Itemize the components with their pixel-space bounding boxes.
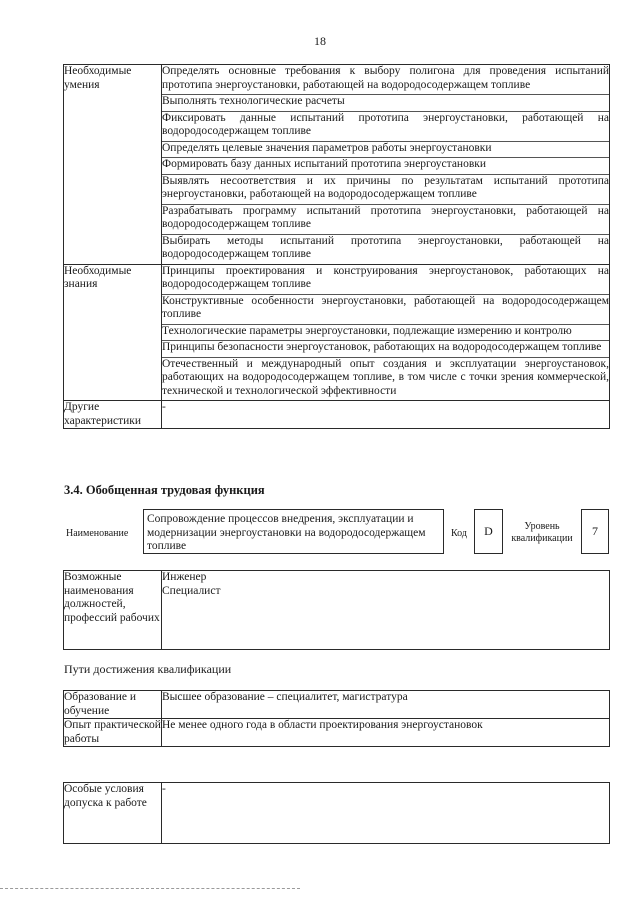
skills-knowledge-table xyxy=(63,64,610,429)
position-item: Специалист xyxy=(162,584,221,597)
knowledge-cell xyxy=(162,264,610,401)
skills-cell xyxy=(162,65,610,265)
function-name-value: Сопровождение процессов внедрения, эксплуатации и модернизации энергоустановки на водородосодержащем топливе xyxy=(143,509,444,554)
knowledge-item: Принципы безопасности энергоустановок, работающих на водородосодержащем топливе xyxy=(162,341,609,358)
other-characteristics-label: Другие характеристики xyxy=(64,401,162,429)
special-conditions-label: Особые условия допуска к работе xyxy=(64,783,162,844)
experience-value: Не менее одного года в области проектирования энергоустановок xyxy=(162,719,610,747)
other-characteristics-value: - xyxy=(162,401,610,429)
positions-cell xyxy=(162,571,610,650)
code-label: Код xyxy=(451,528,467,539)
experience-label: Опыт практической работы xyxy=(64,719,161,745)
skill-item: Выполнять технологические расчеты xyxy=(162,95,609,112)
skill-item: Разрабатывать программу испытаний прототипа энергоустановки, работающей на водородосодержащем топливе xyxy=(162,205,609,235)
knowledge-item: Отечественный и международный опыт создания и эксплуатации энергоустановок, работающих на водородосодержащем топливе, в том числе с точки зрения коммерческой, технической и технологической эффективности xyxy=(162,357,609,397)
knowledge-label: Необходимые знания xyxy=(64,264,162,401)
section-heading: 3.4. Обобщенная трудовая функция xyxy=(64,483,265,497)
education-value: Высшее образование – специалитет, магистратура xyxy=(162,691,610,719)
knowledge-item: Технологические параметры энергоустановки, подлежащие измерению и контролю xyxy=(162,325,609,342)
skill-item: Фиксировать данные испытаний прототипа энергоустановки, работающей на водородосодержащем топливе xyxy=(162,112,609,142)
positions-table xyxy=(63,570,610,650)
education-label: Образование и обучение xyxy=(64,691,162,719)
skill-item: Определять основные требования к выбору полигона для проведения испытаний прототипа энергоустановки, работающей на водородосодержащем топливе xyxy=(162,65,609,95)
skill-item: Формировать базу данных испытаний прототипа энергоустановки xyxy=(162,158,609,175)
skill-item: Выбирать методы испытаний прототипа энергоустановки, работающей на водородосодержащем топливе xyxy=(162,234,609,260)
qualification-level-label: Уровень квалификации xyxy=(511,521,573,544)
skills-label: Необходимые умения xyxy=(64,65,162,265)
scan-edge-divider xyxy=(0,888,300,889)
skill-item: Выявлять несоответствия и их причины по результатам испытаний прототипа энергоустановки, работающей на водородосодержащем топливе xyxy=(162,175,609,205)
special-conditions-table xyxy=(63,782,610,844)
position-item: Инженер xyxy=(162,571,207,583)
education-experience-table xyxy=(63,690,610,747)
skill-item: Определять целевые значения параметров работы энергоустановки xyxy=(162,142,609,159)
knowledge-item: Конструктивные особенности энергоустановки, работающей на водородосодержащем топливе xyxy=(162,295,609,325)
qualification-paths-title: Пути достижения квалификации xyxy=(64,662,232,676)
code-value: D xyxy=(474,509,503,554)
page-number: 18 xyxy=(314,34,326,48)
function-name-label: Наименование xyxy=(66,528,129,539)
special-conditions-value: - xyxy=(162,783,610,844)
qualification-level-value: 7 xyxy=(581,509,609,554)
knowledge-item: Принципы проектирования и конструирования энергоустановок, работающих на водородосодержащем топливе xyxy=(162,265,609,295)
positions-label: Возможные наименования должностей, профессий рабочих xyxy=(64,571,162,650)
